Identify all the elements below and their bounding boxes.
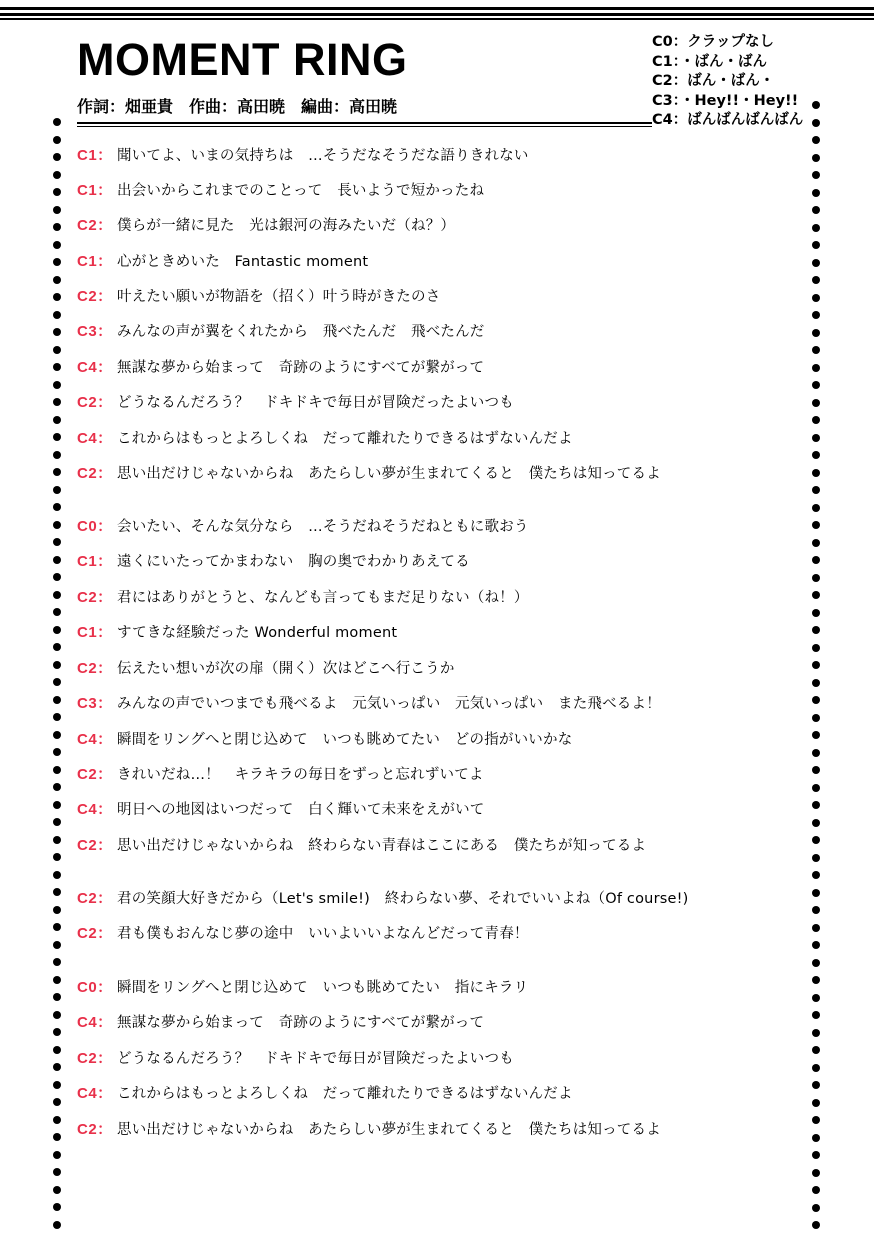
border-dot [53, 906, 61, 914]
border-dot [812, 381, 820, 389]
border-dot [53, 1203, 61, 1211]
lyric-text: 君にはありがとうと、なんども言ってもまだ足りない（ね！） [117, 590, 529, 606]
call-label: C4： [77, 359, 113, 376]
border-dot [812, 364, 820, 372]
border-dot [812, 311, 820, 319]
border-dot [53, 783, 61, 791]
lyric-text: 明日への地図はいつだって 白く輝いて未来をえがいて [117, 802, 485, 818]
border-dot [53, 468, 61, 476]
legend-item: C4：ばんばんばんばん [652, 112, 804, 128]
border-dot [812, 1046, 820, 1054]
call-label: C1： [77, 147, 113, 164]
call-label: C3： [77, 695, 113, 712]
border-dot [53, 626, 61, 634]
border-dot [812, 836, 820, 844]
lyric-line [77, 834, 646, 856]
lyric-text: 瞬間をリングへと閉じ込めて いつも眺めてたい どの指がいいかな [117, 732, 573, 748]
lyric-line [77, 657, 455, 679]
lyric-text: 瞬間をリングへと閉じ込めて いつも眺めてたい 指にキラリ [117, 980, 529, 996]
call-label: C4： [77, 1014, 113, 1031]
border-dot [53, 398, 61, 406]
border-dot [812, 224, 820, 232]
border-dot [53, 556, 61, 564]
border-dot [53, 538, 61, 546]
border-dot [53, 1063, 61, 1071]
border-dot [53, 1081, 61, 1089]
legend-item: C3：・Hey!!・Hey!! [652, 92, 799, 109]
border-dot [53, 591, 61, 599]
call-label: C2： [77, 890, 113, 907]
border-dot [53, 451, 61, 459]
lyric-line [77, 1082, 573, 1104]
credits-underline [77, 122, 652, 124]
lyric-line [77, 285, 440, 307]
lyric-line [77, 515, 529, 537]
border-dot [812, 416, 820, 424]
call-label: C2： [77, 660, 113, 677]
lyric-text: どうなるんだろう？ ドキドキで毎日が冒険だったよいつも [117, 1051, 514, 1067]
call-label: C1： [77, 182, 113, 199]
lyric-line [77, 922, 529, 944]
lyric-text: 思い出だけじゃないからね あたらしい夢が生まれてくると 僕たちは知ってるよ [117, 1122, 661, 1138]
border-dot [812, 241, 820, 249]
lyric-line [77, 887, 688, 909]
call-label: C2： [77, 766, 113, 783]
border-dot [53, 503, 61, 511]
lyric-line [77, 621, 397, 643]
border-dot [812, 854, 820, 862]
lyric-line [77, 763, 484, 785]
call-label: C2： [77, 394, 113, 411]
border-dot [53, 1046, 61, 1054]
border-dot [53, 871, 61, 879]
border-dot [53, 153, 61, 161]
lyric-line [77, 214, 455, 236]
border-dot [812, 399, 820, 407]
border-dot [53, 696, 61, 704]
border-dot [812, 1011, 820, 1019]
border-dot [812, 154, 820, 162]
border-dot [812, 294, 820, 302]
border-dot [53, 958, 61, 966]
lyric-text: みんなの声でいつまでも飛べるよ 元気いっぱい 元気いっぱい また飛べるよ！ [117, 696, 661, 712]
call-label: C1： [77, 553, 113, 570]
border-dot [812, 871, 820, 879]
lyric-text: 伝えたい想いが次の扉（開く）次はどこへ行こうか [117, 661, 455, 677]
border-dot [812, 1064, 820, 1072]
border-dot [812, 574, 820, 582]
border-dot [812, 941, 820, 949]
border-dot [812, 1081, 820, 1089]
border-dot [812, 661, 820, 669]
legend-item: C0：クラップなし [652, 34, 774, 50]
border-dot [53, 608, 61, 616]
border-dot [812, 1221, 820, 1229]
border-dot [812, 434, 820, 442]
border-dot [812, 801, 820, 809]
border-dot [812, 626, 820, 634]
border-dot [53, 118, 61, 126]
lyric-text: 君も僕もおんなじ夢の途中 いいよいいよなんどだって青春！ [117, 926, 529, 942]
call-label: C2： [77, 1121, 113, 1138]
lyric-line [77, 692, 661, 714]
lyric-text: 出会いからこれまでのことって 長いようで短かったね [117, 183, 485, 199]
call-label: C0： [77, 979, 113, 996]
call-label: C3： [77, 323, 113, 340]
lyric-text: すてきな経験だった Wonderful moment [117, 625, 398, 641]
lyric-line [77, 427, 573, 449]
call-label: C2： [77, 589, 113, 606]
border-dot [812, 276, 820, 284]
border-dot [812, 906, 820, 914]
border-dot [53, 801, 61, 809]
lyric-line [77, 391, 514, 413]
border-dot [812, 451, 820, 459]
border-dot [53, 1133, 61, 1141]
top-rule [0, 7, 874, 10]
border-dot [812, 206, 820, 214]
call-label: C1： [77, 624, 113, 641]
border-dot [53, 1186, 61, 1194]
border-dot [53, 258, 61, 266]
border-dot [812, 696, 820, 704]
lyric-text: きれいだね…！ キラキラの毎日をずっと忘れずいてよ [117, 767, 484, 783]
call-label: C1： [77, 253, 113, 270]
border-dot [53, 363, 61, 371]
border-dot [53, 206, 61, 214]
lyric-line [77, 320, 485, 342]
border-dot [53, 171, 61, 179]
border-dot [812, 976, 820, 984]
border-dot [53, 1151, 61, 1159]
border-dot [53, 1168, 61, 1176]
call-label: C2： [77, 925, 113, 942]
legend-item: C2：ばん・ばん・ [652, 73, 775, 89]
border-dot [812, 469, 820, 477]
lyric-text: これからはもっとよろしくね だって離れたりできるはずないんだよ [117, 1086, 573, 1102]
lyric-line [77, 1047, 514, 1069]
border-dot [812, 1169, 820, 1177]
border-dot [53, 853, 61, 861]
border-dot [53, 223, 61, 231]
lyric-text: みんなの声が翼をくれたから 飛べたんだ 飛べたんだ [117, 324, 485, 340]
legend-item: C1：・ばん・ばん [652, 53, 767, 70]
border-dot [53, 1221, 61, 1229]
border-dot [53, 766, 61, 774]
border-dot [812, 994, 820, 1002]
border-dot [53, 346, 61, 354]
border-dot [53, 1011, 61, 1019]
border-dot [812, 889, 820, 897]
border-dot [53, 713, 61, 721]
lyric-text: 聞いてよ、いまの気持ちは …そうだなそうだな語りきれない [117, 148, 529, 164]
border-dot [812, 1029, 820, 1037]
border-dot [812, 679, 820, 687]
lyric-line [77, 179, 484, 201]
lyric-line [77, 586, 529, 608]
border-dot [53, 748, 61, 756]
call-label: C4： [77, 430, 113, 447]
lyric-text: 心がときめいた Fantastic moment [117, 254, 369, 270]
song-title: MOMENT RING [77, 34, 408, 85]
border-dot [812, 1204, 820, 1212]
lyric-line [77, 462, 661, 484]
border-dot [53, 381, 61, 389]
border-dot [812, 609, 820, 617]
border-dot [53, 1028, 61, 1036]
lyric-line [77, 728, 572, 750]
lyric-text: 思い出だけじゃないからね あたらしい夢が生まれてくると 僕たちは知ってるよ [117, 466, 661, 482]
border-dot [812, 644, 820, 652]
border-dot [53, 678, 61, 686]
song-credits: 作詞：畑亜貴 作曲：高田暁 編曲：高田暁 [77, 97, 398, 116]
border-dot [53, 136, 61, 144]
lyric-line [77, 250, 368, 272]
lyric-text: 遠くにいたってかまわない 胸の奥でわかりあえてる [117, 554, 470, 570]
border-dot [812, 539, 820, 547]
border-dot [53, 328, 61, 336]
border-dot [53, 521, 61, 529]
call-label: C2： [77, 1050, 113, 1067]
border-dot [812, 1099, 820, 1107]
border-dot [812, 486, 820, 494]
credits-underline [77, 126, 652, 127]
border-dot [812, 189, 820, 197]
border-dot [53, 188, 61, 196]
border-dot [812, 924, 820, 932]
border-dot [53, 311, 61, 319]
border-dot [812, 171, 820, 179]
lyric-text: 会いたい、そんな気分なら …そうだねそうだねともに歌おう [117, 519, 529, 535]
lyric-text: どうなるんだろう？ ドキドキで毎日が冒険だったよいつも [117, 395, 514, 411]
lyric-line [77, 798, 485, 820]
border-dot [812, 1151, 820, 1159]
call-label: C0： [77, 518, 113, 535]
border-dot [53, 941, 61, 949]
call-label: C4： [77, 801, 113, 818]
border-dot [53, 923, 61, 931]
call-label: C2： [77, 837, 113, 854]
top-rule [0, 18, 874, 20]
border-dot [812, 714, 820, 722]
lyric-line [77, 976, 528, 998]
call-legend [652, 33, 867, 131]
lyric-line [77, 1011, 484, 1033]
lyric-line [77, 550, 470, 572]
lyric-text: 叶えたい願いが物語を（招く）叶う時がきたのさ [117, 289, 441, 305]
border-dot [812, 1134, 820, 1142]
border-dot [812, 959, 820, 967]
border-dot [53, 976, 61, 984]
lyric-text: 君の笑顔大好きだから（Let's smile!) 終わらない夢、それでいいよね（Of course!) [117, 891, 689, 907]
border-dot [53, 643, 61, 651]
border-dot [812, 504, 820, 512]
border-dot [53, 1098, 61, 1106]
border-dot [53, 241, 61, 249]
border-dot [53, 433, 61, 441]
border-dot [812, 819, 820, 827]
lyric-text: 無謀な夢から始まって 奇跡のようにすべてが繋がって [117, 1015, 485, 1031]
border-dot [53, 888, 61, 896]
border-dot [812, 259, 820, 267]
lyric-text: 思い出だけじゃないからね 終わらない青春はここにある 僕たちが知ってるよ [117, 838, 647, 854]
border-dot [53, 836, 61, 844]
lyric-line [77, 356, 484, 378]
border-dot [812, 749, 820, 757]
border-dot [53, 1116, 61, 1124]
border-dot [812, 346, 820, 354]
border-dot [812, 784, 820, 792]
call-label: C2： [77, 465, 113, 482]
lyric-text: これからはもっとよろしくね だって離れたりできるはずないんだよ [117, 431, 573, 447]
border-dot [812, 136, 820, 144]
lyric-text: 僕らが一緒に見た 光は銀河の海みたいだ（ね？） [117, 218, 456, 234]
border-dot [812, 731, 820, 739]
border-dot [53, 661, 61, 669]
call-label: C2： [77, 288, 113, 305]
call-label: C4： [77, 731, 113, 748]
border-dot [812, 1116, 820, 1124]
border-dot [53, 993, 61, 1001]
call-label: C4： [77, 1085, 113, 1102]
border-dot [812, 591, 820, 599]
border-dot [53, 486, 61, 494]
border-dot [53, 818, 61, 826]
border-dot [812, 556, 820, 564]
border-dot [812, 521, 820, 529]
lyric-line [77, 144, 529, 166]
lyric-text: 無謀な夢から始まって 奇跡のようにすべてが繋がって [117, 360, 485, 376]
border-dot [53, 573, 61, 581]
border-dot [53, 731, 61, 739]
border-dot [53, 416, 61, 424]
lyric-line [77, 1118, 661, 1140]
call-label: C2： [77, 217, 113, 234]
border-dot [812, 766, 820, 774]
border-dot [53, 276, 61, 284]
border-dot [812, 1186, 820, 1194]
border-dot [53, 293, 61, 301]
top-rule [0, 13, 874, 16]
border-dot [812, 329, 820, 337]
